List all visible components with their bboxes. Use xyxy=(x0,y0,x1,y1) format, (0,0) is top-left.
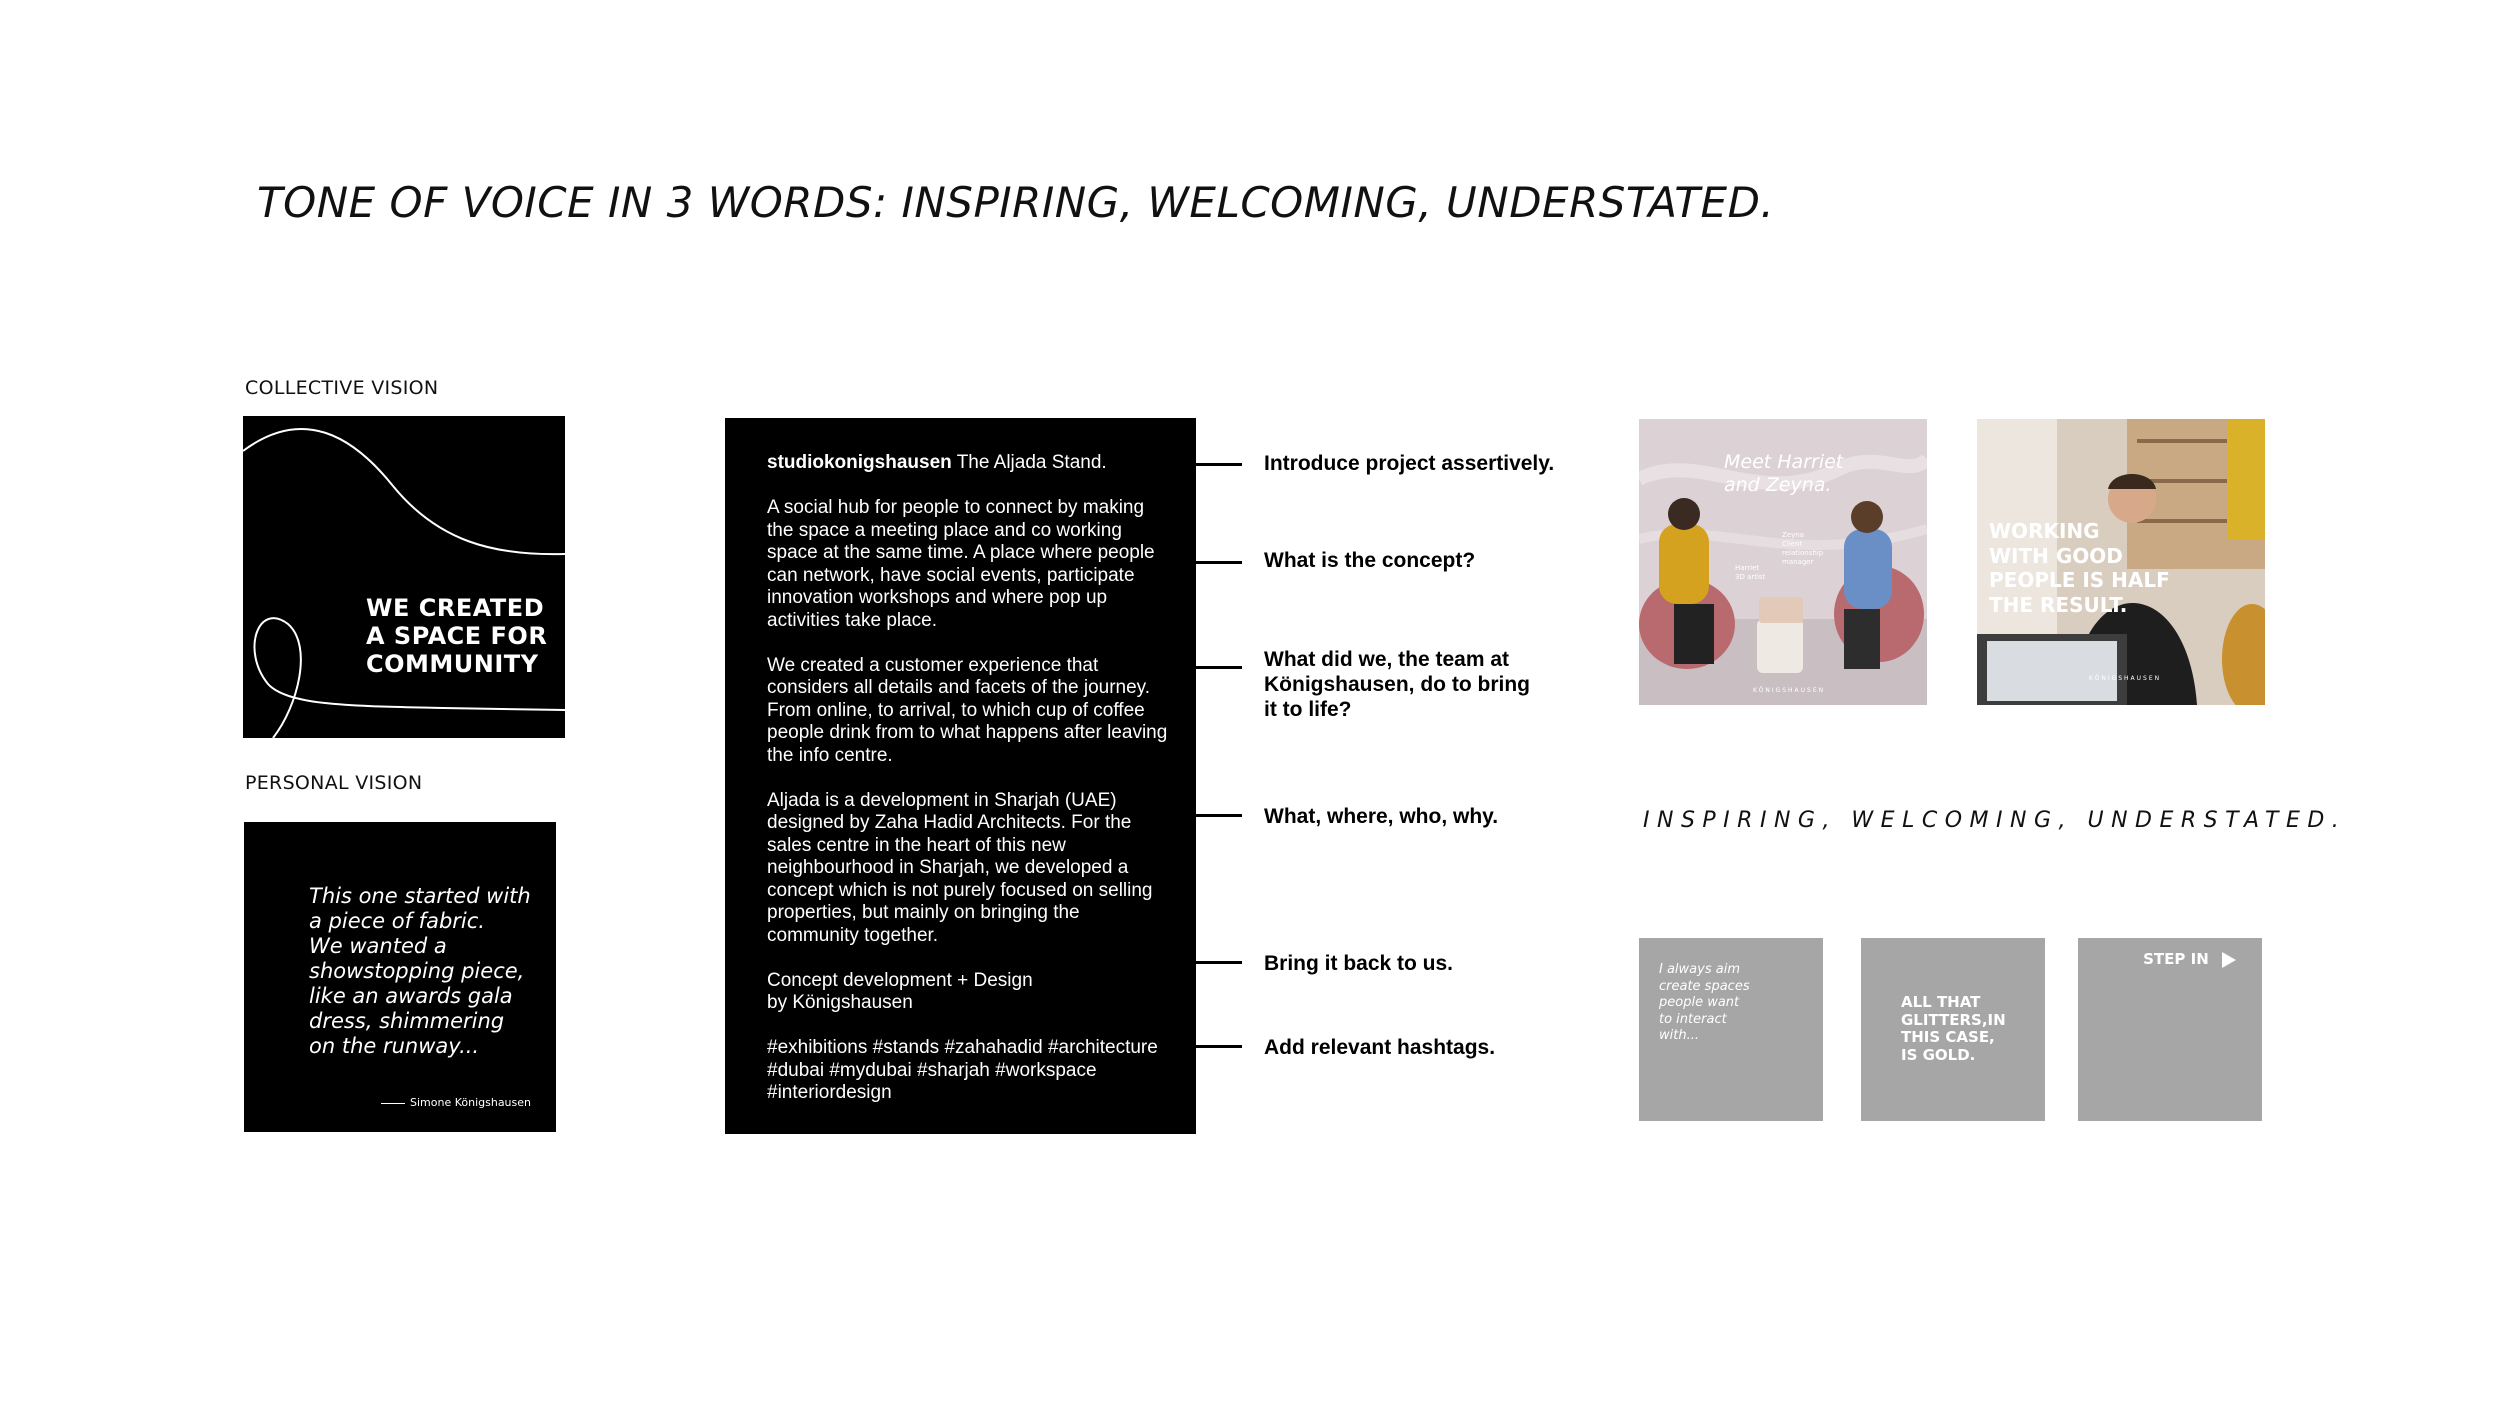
connector-line xyxy=(1196,961,1242,964)
caption-project-info: Aljada is a development in Sharjah (UAE) designed by Zaha Hadid Architects. For the sales centre in the heart of this new neighbourhood in Sharjah, we developed a concept which is not purely focused on selling properties, but mainly on bringing the community together. xyxy=(767,789,1153,946)
caption-experience: We created a customer experience that considers all details and facets of the journey. From online, to arrival, to which cup of coffee people drink from to what happens after leaving the info centre. xyxy=(767,654,1168,766)
working-headline: WORKING WITH GOOD PEOPLE IS HALF THE RESULT. xyxy=(1989,519,2170,617)
annotation-back-to-us: Bring it back to us. xyxy=(1264,952,1454,975)
caption-hashtags: #exhibitions #stands #zahahadid #architecture #dubai #mydubai #sharjah #workspace #interiordesign xyxy=(767,1037,1158,1103)
caption-concept: A social hub for people to connect by making the space a meeting place and co working space at the same time. A place where people can network, have social events, participate innovation workshops and where pop up activities take place. xyxy=(767,497,1155,631)
meet-brand: KÖNIGSHAUSEN xyxy=(1753,687,1826,694)
photo-meet-harriet-zeyna xyxy=(1639,419,1927,705)
page-title: TONE OF VOICE IN 3 WORDS: INSPIRING, WELCOMING, UNDERSTATED. xyxy=(257,178,1775,227)
collective-vision-card xyxy=(243,416,565,738)
instagram-caption-card xyxy=(725,418,1196,1134)
caption-username: studiokonigshausen xyxy=(767,452,952,473)
tile-gold xyxy=(1861,938,2045,1121)
annotation-concept: What is the concept? xyxy=(1264,549,1476,572)
personal-vision-label: PERSONAL VISION xyxy=(245,772,423,794)
annotation-hashtags: Add relevant hashtags. xyxy=(1264,1036,1496,1059)
tile-step-in-label xyxy=(2143,950,2236,968)
tagline: INSPIRING, WELCOMING, UNDERSTATED. xyxy=(1643,808,2347,833)
photo-working-with-good-people xyxy=(1977,419,2265,705)
collective-vision-label: COLLECTIVE VISION xyxy=(245,377,439,399)
personal-vision-signature: Simone Königshausen xyxy=(381,1096,531,1109)
connector-line xyxy=(1196,666,1242,669)
meet-tag-harriet: Harriet 3D artist xyxy=(1735,564,1766,581)
working-brand: KÖNIGSHAUSEN xyxy=(2089,675,2162,682)
annotation-team: What did we, the team at Königshausen, do to bring it to life? xyxy=(1264,648,1530,721)
tile-quote xyxy=(1639,938,1823,1121)
annotation-introduce: Introduce project assertively. xyxy=(1264,452,1555,475)
swirl-line-graphic xyxy=(243,416,565,738)
meet-tag-zeyna: Zeyna Client relationship manager xyxy=(1782,531,1824,566)
connector-line xyxy=(1196,1045,1242,1048)
caption-intro: The Aljada Stand. xyxy=(956,452,1107,473)
play-icon xyxy=(2222,952,2236,968)
tile-step-in xyxy=(2078,938,2262,1121)
connector-line xyxy=(1196,814,1242,817)
connector-line xyxy=(1196,561,1242,564)
personal-vision-quote: This one started with a piece of fabric. We wanted a showstopping piece, like an awards gala dress, shimmering on the runway... xyxy=(309,884,531,1058)
personal-vision-card xyxy=(244,822,556,1132)
tile-quote-text: I always aim create spaces people want to interact with... xyxy=(1659,962,1750,1043)
meet-headline: Meet Harriet and Zeyna. xyxy=(1724,451,1844,496)
step-in-text: STEP IN xyxy=(2143,950,2209,968)
connector-line xyxy=(1196,463,1242,466)
collective-vision-text: WE CREATED A SPACE FOR COMMUNITY xyxy=(366,594,548,678)
caption-credits: Concept development + Design by Königshausen xyxy=(767,969,1033,1013)
tile-gold-text: ALL THAT GLITTERS,IN THIS CASE, IS GOLD. xyxy=(1901,993,2006,1064)
annotation-what-where: What, where, who, why. xyxy=(1264,805,1499,828)
